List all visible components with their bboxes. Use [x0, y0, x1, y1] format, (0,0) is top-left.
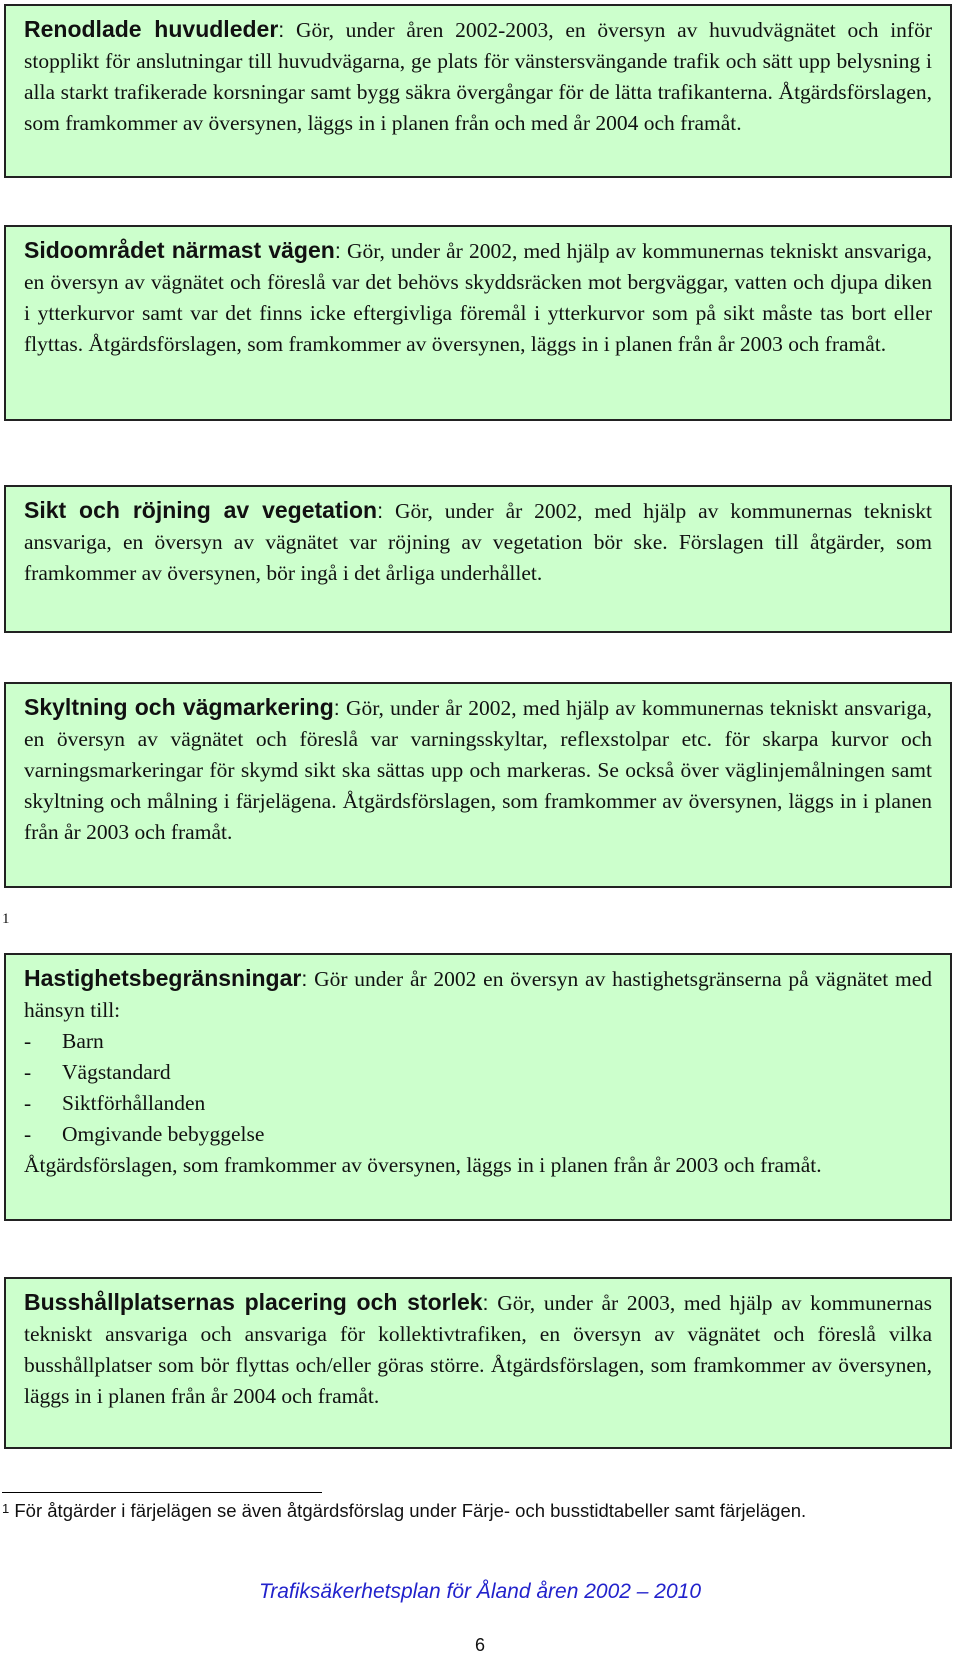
- section-sidoomradet: [4, 225, 952, 421]
- footnote-marker: 1: [2, 1501, 10, 1516]
- list-dash: -: [24, 1060, 32, 1084]
- section-body: Gör, under åren 2002-2003, en översyn av huvudvägnätet och inför stopplikt för anslutningar till huvudvägarna, ge plats för vänstersvängande trafik och sätt upp belysning i alla starkt trafikerade korsningar samt bygg säkra övergångar för de lätta trafikanterna. Åtgärdsförslagen, som framkommer av översynen, läggs in i planen från och med år 2004 och framåt.: [24, 18, 933, 135]
- section-body: Gör, under år 2002, med hjälp av kommunernas tekniskt ansvariga, en översyn av vägnätet och föreslå var varningsskyltar, reflexstolpar etc. för skarpa kurvor och varningsmarkeringar för skymd sikt ska sättas upp och markeras. Se också över väglinjemålningen samt skyltning och målning i färjelägena. Åtgärdsförslagen, som framkommer av översynen, läggs in i planen från år 2003 och framåt.: [24, 696, 932, 844]
- heading-separator: :: [377, 499, 384, 523]
- list-dash: -: [24, 1029, 32, 1053]
- heading-separator: :: [333, 696, 340, 720]
- section-heading: Sikt och röjning av vegetation: [24, 497, 378, 523]
- heading-separator: :: [482, 1291, 489, 1315]
- list-item: [24, 1026, 932, 1057]
- list-item-text: Vägstandard: [62, 1060, 171, 1084]
- section-renodlade-huvudleder: [4, 4, 952, 178]
- footnote-divider: [2, 1492, 322, 1493]
- section-heading: Skyltning och vägmarkering: [24, 694, 334, 720]
- criteria-list: [24, 1026, 932, 1150]
- heading-separator: :: [301, 967, 308, 991]
- footer-document-title: Trafiksäkerhetsplan för Åland åren 2002 – 2010: [258, 1580, 702, 1603]
- section-body: Gör, under år 2002, med hjälp av kommunernas tekniskt ansvariga, en översyn av vägnätet var röjning av vegetation bör ske. Förslagen till åtgärder, som framkommer av översynen, bör ingå i det årliga underhållet.: [24, 499, 932, 585]
- page-number: 6: [474, 1635, 485, 1655]
- section-heading: Hastighetsbegränsningar: [24, 965, 302, 991]
- heading-separator: :: [278, 18, 285, 42]
- heading-separator: :: [334, 239, 341, 263]
- section-hastighetsbegransningar: [4, 953, 952, 1221]
- section-busshallplatser: [4, 1277, 952, 1449]
- footnote: [2, 1498, 902, 1524]
- list-item-text: Barn: [62, 1029, 104, 1053]
- section-body: Gör, under år 2002, med hjälp av kommunernas tekniskt ansvariga, en översyn av vägnätet och föreslå var det behövs skyddsräcken mot bergväggar, vatten och djupa diken i ytterkurvor samt var det finns icke eftergivliga föremål i ytterkurvor som på sikt måste tas bort eller flyttas. Åtgärdsförslagen, som framkommer av översynen, läggs in i planen från år 2003 och framåt.: [24, 239, 933, 356]
- section-skyltning: [4, 682, 952, 888]
- footnote-text: För åtgärder i färjelägen se även åtgärdsförslag under Färje- och busstidtabeller samt färjelägen.: [14, 1500, 807, 1521]
- list-item: [24, 1057, 932, 1088]
- section-heading: Sidoområdet närmast vägen: [24, 237, 335, 263]
- list-item: [24, 1119, 932, 1150]
- footnote-reference-marker: 1: [2, 911, 10, 927]
- list-item: [24, 1088, 932, 1119]
- section-heading: Busshållplatsernas placering och storlek: [24, 1289, 483, 1315]
- list-item-text: Siktförhållanden: [62, 1091, 206, 1115]
- section-outro: Åtgärdsförslagen, som framkommer av översynen, läggs in i planen från år 2003 och framåt.: [24, 1153, 822, 1177]
- list-dash: -: [24, 1091, 32, 1115]
- list-item-text: Omgivande bebyggelse: [62, 1122, 265, 1146]
- section-heading: Renodlade huvudleder: [24, 16, 279, 42]
- list-dash: -: [24, 1122, 32, 1146]
- section-sikt-och-rojning: [4, 485, 952, 633]
- section-intro: Gör under år 2002 en översyn av hastighetsgränserna på vägnätet med hänsyn till:: [24, 967, 932, 1022]
- section-body: Gör, under år 2003, med hjälp av kommunernas tekniskt ansvariga och ansvariga för kollektivtrafiken, en översyn av vägnätet och föreslå vilka busshållplatser som bör flyttas och/eller göras större. Åtgärdsförslagen, som framkommer av översynen, läggs in i planen från år 2004 och framåt.: [24, 1291, 932, 1408]
